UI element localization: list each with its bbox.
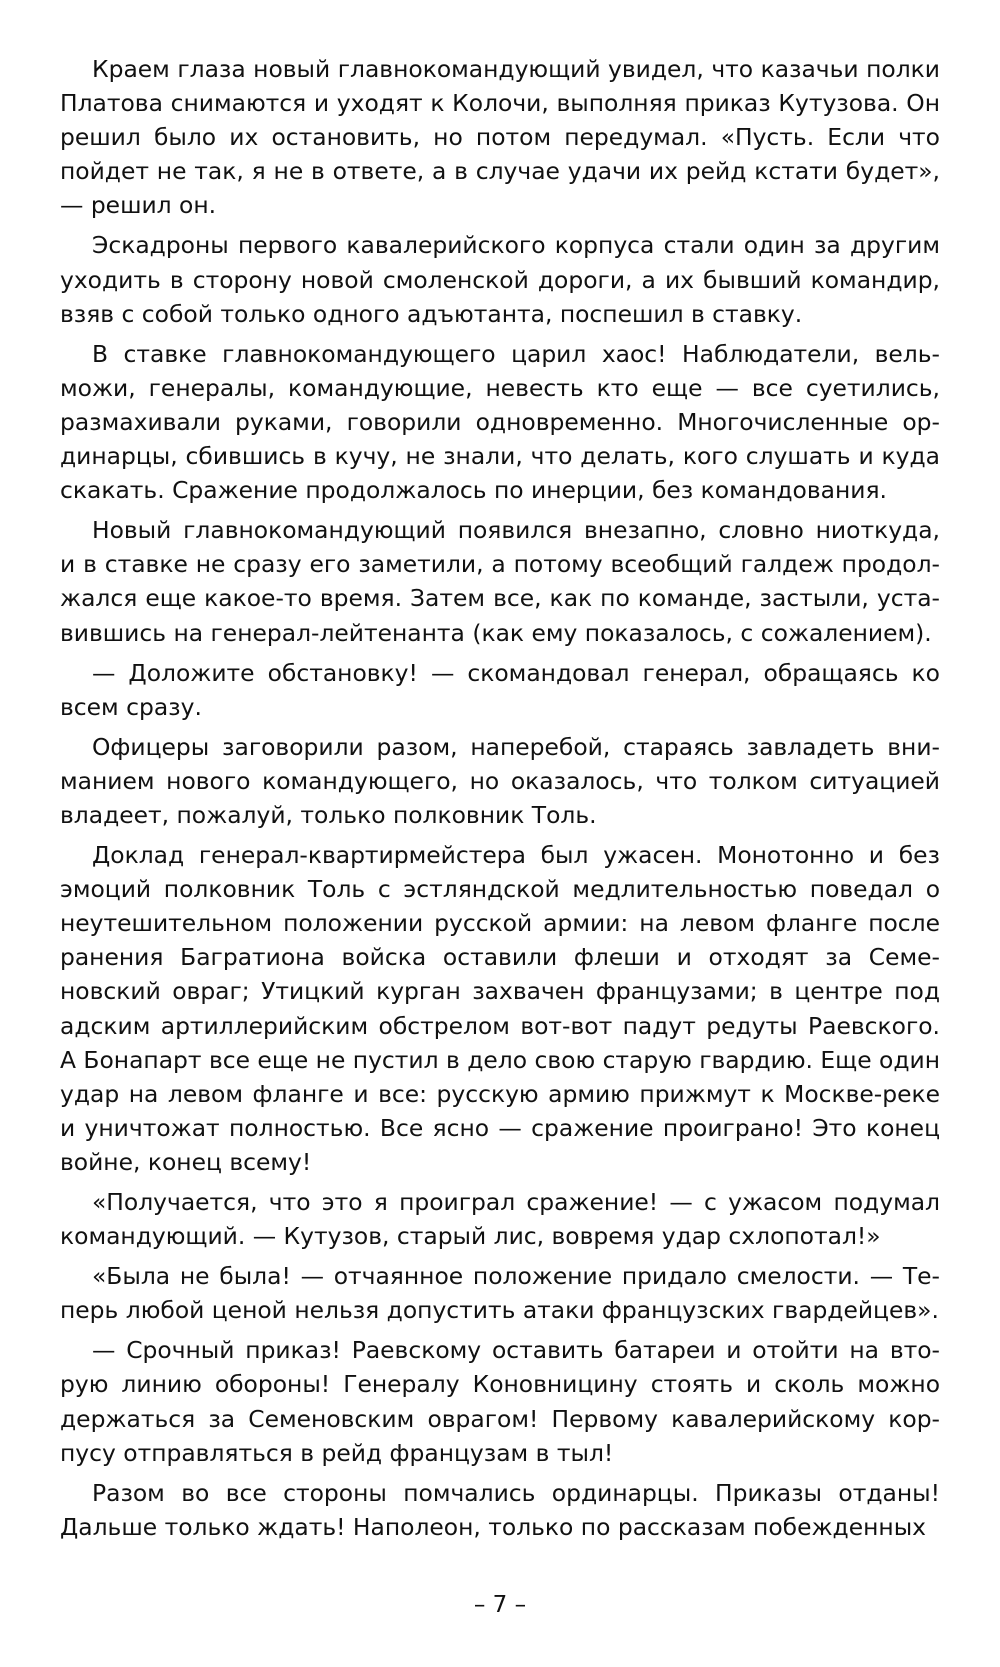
page-number: – 7 – (473, 1592, 527, 1618)
paragraph: Новый главнокомандующий появился внезапно, словно ниоткуда, и в ставке не сразу его заметили, а потому всеобщий галдеж продолжался еще какое-то время. Затем все, как по команде, застыли, уставившись на генерал-лейтенанта (как ему показалось, с сожалением). (60, 516, 940, 647)
paragraph: Краем глаза новый главнокомандующий увидел, что казачьи полки Платова снимаются и уходят к Колочи, выполняя приказ Кутузова. Он решил было их остановить, но потом передумал. «Пусть. Если что пойдет не так, я не в ответе, а в случае удачи их рейд кстати будет», — решил он. (60, 55, 940, 220)
paragraph: В ставке главнокомандующего царил хаос! Наблюдатели, вельможи, генералы, командующие, невесть кто еще — все суетились, размахивали руками, говорили одновременно. Многочисленные ординарцы, сбившись в кучу, не знали, что делать, кого слушать и куда скакать. Сражение продолжалось по инерции, без командования. (60, 339, 940, 505)
paragraph: «Была не была! — отчаянное положение придало смелости. — Теперь любой ценой нельзя допустить атаки французских гвардейцев». (60, 1262, 940, 1325)
paragraph: «Получается, что это я проиграл сражение! — с ужасом подумал командующий. — Кутузов, старый лис, вовремя удар схлопотал!» (60, 1188, 940, 1251)
paragraph: — Доложите обстановку! — скомандовал генерал, обращаясь ко всем сразу. (60, 658, 940, 721)
book-page-text (60, 46, 940, 1544)
paragraph: Офицеры заговорили разом, наперебой, стараясь завладеть вниманием нового командующего, но оказалось, что толком ситуацией владеет, пожалуй, только полковник Толь. (60, 732, 940, 829)
paragraph: Эскадроны первого кавалерийского корпуса стали один за другим уходить в сторону новой смоленской дороги, а их бывший командир, взяв с собой только одного адъютанта, поспешил в ставку. (60, 231, 940, 328)
paragraph: Доклад генерал-квартирмейстера был ужасен. Монотонно и без эмоций полковник Толь с эстляндской медлительностью поведал о неутешительном положении русской армии: на левом фланге после ранения Багратиона войска оставили флеши и отходят за Семеновский овраг; Утицкий курган захвачен французами; в центре под адским артиллерийским обстрелом вот-вот падут редуты Раевского. А Бонапарт все еще не пустил в дело свою старую гвардию. Еще один удар на левом фланге и все: русскую армию прижмут к Москве-реке и уничтожат полностью. Все ясно — сражение проиграно! Это конец войне, конец всему! (60, 841, 941, 1176)
paragraph: Разом во все стороны помчались ординарцы. Приказы отданы! Дальше только ждать! Наполеон, только по рассказам побежденных (60, 1478, 940, 1541)
paragraph: — Срочный приказ! Раевскому оставить батареи и отойти на вторую линию обороны! Генералу Коновницину стоять и сколь можно держаться за Семеновским оврагом! Первому кавалерийскому корпусу отправляться в рейд французам в тыл! (60, 1336, 940, 1467)
